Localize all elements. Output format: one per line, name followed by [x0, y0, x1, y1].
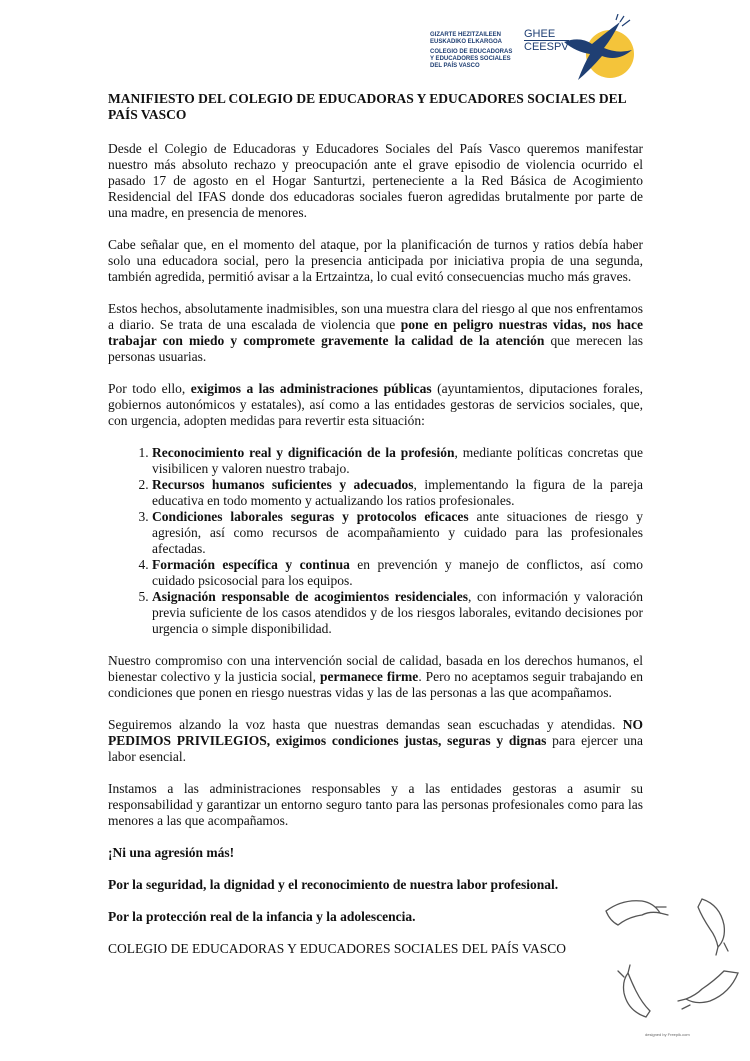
bold-run: pone en peligro nuestras vidas, nos hace trabajar con miedo y compromete gravemente la calidad de la atención [108, 317, 643, 348]
list-item [152, 477, 643, 509]
bold-run: Por la protección real de la infancia y la adolescencia. [108, 909, 416, 924]
text-run: , mediante políticas concretas que visibilicen y valoren nuestro trabajo. [152, 445, 643, 476]
text-run: que merecen las personas usuarias. [108, 333, 643, 364]
hands-circle-icon [598, 893, 746, 1023]
paragraph-intro: Desde el Colegio de Educadoras y Educadores Sociales del País Vasco queremos manifestar nuestro más absoluto rechazo y preocupación ante el grave episodio de violencia ocurrido el pasado 17 de agosto en el Hogar Santurtzi, perteneciente a la Red Básica de Acogimiento Residencial del IFAS donde dos educadoras sociales fueron agredidas brutalmente por parte de una madre, en presencia de menores. [108, 141, 643, 220]
image-credit: designed by Freepik.com [645, 1032, 690, 1037]
header-logo [430, 14, 640, 86]
bold-run: Condiciones laborales seguras y protocolos eficaces [152, 509, 469, 524]
text-run: Nuestro compromiso con una intervención social de calidad, basada en los derechos humanos, el bienestar colectivo y la justicia social, [108, 653, 643, 684]
logo-line: DEL PAÍS VASCO [430, 63, 480, 69]
text-run: Estos hechos, absolutamente inadmisibles, son una muestra clara del riesgo al que nos enfrentamos a diario. Se trata de una escalada de violencia que [108, 301, 643, 332]
text-run: para ejercer una labor esencial. [108, 733, 643, 764]
logo-sun-bird-icon [560, 14, 640, 86]
paragraph-voice [108, 717, 643, 765]
logo-org-name [430, 32, 512, 70]
slogan-no-aggression [108, 845, 643, 861]
document-title: MANIFIESTO DEL COLEGIO DE EDUCADORAS Y EDUCADORES SOCIALES DEL PAÍS VASCO [108, 91, 626, 122]
paragraph-appeal: Instamos a las administraciones responsables y a las entidades gestoras a asumir su responsabilidad y garantizar un entorno seguro tanto para las personas profesionales como para las menores a las que acompañamos. [108, 781, 643, 828]
paragraph-demands [108, 381, 643, 429]
bold-run: Recursos humanos suficientes y adecuados [152, 477, 414, 492]
logo-line: GIZARTE HEZITZAILEEN [430, 32, 501, 38]
slogan-protection [108, 909, 643, 925]
bold-run: Reconocimiento real y dignificación de la profesión [152, 445, 455, 460]
text-run: . Pero no aceptamos seguir trabajando en condiciones que ponen en riesgo nuestras vidas y las de las personas a las que acompañamos. [108, 669, 643, 700]
logo-line: Y EDUCADORES SOCIALES [430, 56, 511, 62]
bold-run: permanece firme [319, 669, 419, 684]
logo-abbr-top: GHEE [524, 28, 556, 40]
paragraph-context: Cabe señalar que, en el momento del ataque, por la planificación de turnos y ratios debía haber solo una educadora social, pero la presencia anticipada por iniciativa propia de una segunda, también agredida, permitió avisar a la Ertzaintza, lo cual evitó consecuencias mucho más graves. [108, 237, 643, 284]
text-run: , con información y valoración previa suficiente de los casos atendidos y de los riesgos laborales, evitando decisiones por urgencia o simple disponibilidad. [152, 589, 643, 636]
slogan-dignity [108, 877, 643, 893]
logo-abbr-bottom: CEESPV [524, 41, 569, 53]
demands-list [108, 445, 643, 637]
list-item [152, 589, 643, 637]
bold-run: NO PEDIMOS PRIVILEGIOS, exigimos condiciones justas, seguras y dignas [108, 717, 643, 748]
bold-run: Por la seguridad, la dignidad y el reconocimiento de nuestra labor profesional. [108, 877, 559, 892]
list-item [152, 445, 643, 477]
logo-line: COLEGIO DE EDUCADORAS [430, 49, 513, 55]
manifesto-document [108, 91, 643, 973]
list-item [152, 557, 643, 589]
text-run: ante situaciones de riesgo y agresión, así como recursos de acompañamiento y cuidado para las profesionales afectadas. [152, 509, 643, 556]
logo-line: EUSKADIKO ELKARGOA [430, 39, 503, 45]
bold-run: Formación específica y continua [152, 557, 350, 572]
paragraph-risk [108, 301, 643, 365]
list-item [152, 509, 643, 557]
text-run: en prevención y manejo de conflictos, así como cuidado psicosocial para los equipos. [152, 557, 643, 588]
bold-run: exigimos a las administraciones públicas [190, 381, 432, 396]
text-run: Por todo ello, [108, 381, 191, 396]
signature: COLEGIO DE EDUCADORAS Y EDUCADORES SOCIALES DEL PAÍS VASCO [108, 941, 567, 956]
bold-run: Asignación responsable de acogimientos residenciales [152, 589, 468, 604]
text-run: (ayuntamientos, diputaciones forales, gobiernos autonómicos y estatales), así como a las entidades gestoras de servicios sociales, que, con urgencia, adopten medidas para revertir esta situación: [108, 381, 643, 428]
paragraph-commitment [108, 653, 643, 701]
text-run: Seguiremos alzando la voz hasta que nuestras demandas sean escuchadas y atendidas. [108, 717, 623, 732]
bold-run: ¡Ni una agresión más! [108, 845, 235, 860]
text-run: , implementando la figura de la pareja educativa en todo momento y actualizando los ratios profesionales. [152, 477, 643, 508]
